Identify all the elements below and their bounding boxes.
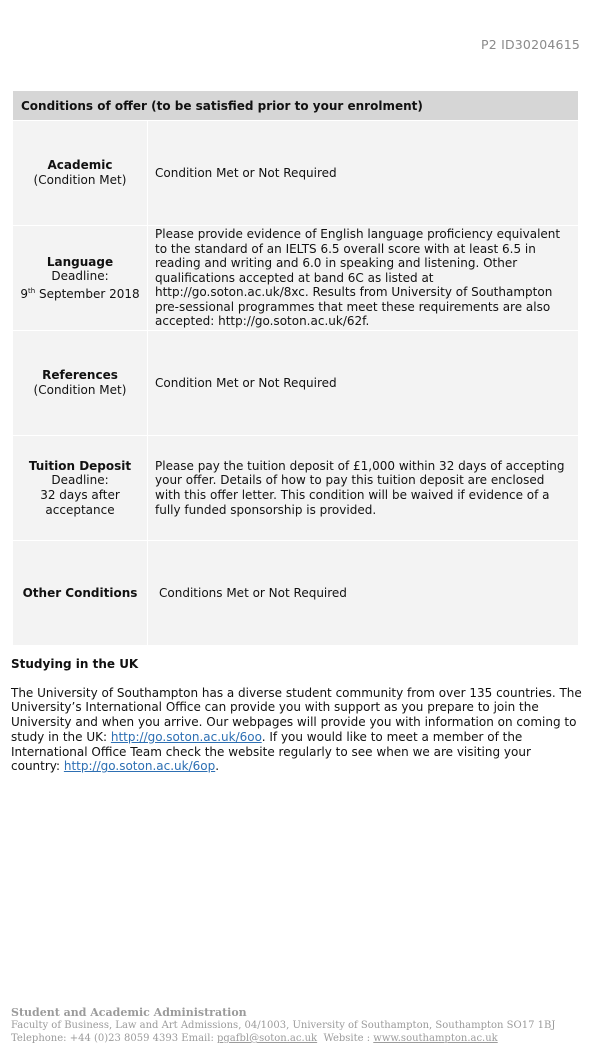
conditions-heading: Conditions of offer (to be satisfied prior to your enrolment) xyxy=(13,91,578,121)
condition-deadline-label: Deadline: xyxy=(51,269,109,284)
condition-deadline-date xyxy=(13,284,147,302)
section-paragraph xyxy=(11,686,583,774)
condition-row-references xyxy=(13,331,578,436)
document-reference: P2 ID30204615 xyxy=(481,37,580,52)
condition-title: Language xyxy=(46,254,114,269)
condition-status: (Condition Met) xyxy=(33,173,127,187)
footer-website-label: Website : xyxy=(317,1033,374,1044)
condition-title: Tuition Deposit xyxy=(28,458,132,473)
section-heading: Studying in the UK xyxy=(11,657,139,671)
studying-in-uk-section xyxy=(11,657,583,774)
deadline-ordinal-suffix: th xyxy=(27,286,36,295)
condition-status: (Condition Met) xyxy=(33,383,127,397)
footer-organisation: Student and Academic Administration xyxy=(11,1006,247,1019)
condition-title: Academic xyxy=(47,158,113,173)
condition-label-cell xyxy=(13,331,148,436)
condition-deadline-line: 32 days after xyxy=(40,488,120,502)
condition-row-academic xyxy=(13,121,578,226)
condition-deadline-label: Deadline: xyxy=(51,473,109,488)
condition-detail: Please pay the tuition deposit of £1,000 within 32 days of accepting your offer. Details of how to pay this tuition deposit are enclosed with this offer letter. This condition will be waived if evidence of a fully funded sponsorship is provided. xyxy=(148,436,579,541)
international-visits-link[interactable]: http://go.soton.ac.uk/6op xyxy=(63,759,216,774)
condition-detail: Conditions Met or Not Required xyxy=(148,541,579,646)
condition-detail: Condition Met or Not Required xyxy=(148,121,579,226)
condition-row-tuition-deposit xyxy=(13,436,578,541)
condition-label-cell xyxy=(13,121,148,226)
footer-address: Faculty of Business, Law and Art Admissions, 04/1003, University of Southampton, Southampton SO17 1BJ xyxy=(11,1020,556,1031)
footer-contact xyxy=(11,1032,591,1045)
footer xyxy=(11,1006,591,1045)
condition-deadline-line: acceptance xyxy=(45,502,115,517)
footer-email-link[interactable]: pgafbl@soton.ac.uk xyxy=(217,1033,318,1044)
footer-website-link[interactable]: www.southampton.ac.uk xyxy=(373,1033,498,1044)
footer-phone: Telephone: +44 (0)23 8059 4393 Email: xyxy=(11,1033,217,1044)
conditions-table xyxy=(13,91,578,645)
condition-row-language xyxy=(13,226,578,331)
condition-title: Other Conditions xyxy=(22,585,138,600)
paragraph-text: . If you would like to meet a member of the International Office Team check the website regularly to see when we are visiting your country: xyxy=(11,729,531,774)
study-in-uk-link[interactable]: http://go.soton.ac.uk/6oo xyxy=(110,729,262,744)
paragraph-text: . xyxy=(215,759,220,774)
deadline-day: 9 xyxy=(20,286,28,301)
condition-label-cell xyxy=(13,541,148,646)
condition-title: References xyxy=(42,368,118,383)
condition-row-other xyxy=(13,541,578,646)
paragraph-text: The University of Southampton has a diverse student community from over 135 countries. The University’s International Office can provide you with support as you prepare to join the University and when you arrive. Our webpages will provide you with information on coming to study in the UK: xyxy=(11,685,582,744)
condition-label-cell xyxy=(13,436,148,541)
condition-detail: Please provide evidence of English language proficiency equivalent to the standard of an IELTS 6.5 overall score with at least 6.5 in reading and writing and 6.0 in speaking and listening. Other qualifications accepted at band 6C as listed at http://go.soton.ac.uk/8xc. Results from University of Southampton pre-sessional programmes that meet these requirements are also accepted: http://go.soton.ac.uk/62f. xyxy=(148,226,579,331)
deadline-month-year: September 2018 xyxy=(35,286,140,301)
condition-detail: Condition Met or Not Required xyxy=(148,331,579,436)
condition-label-cell xyxy=(13,226,148,331)
